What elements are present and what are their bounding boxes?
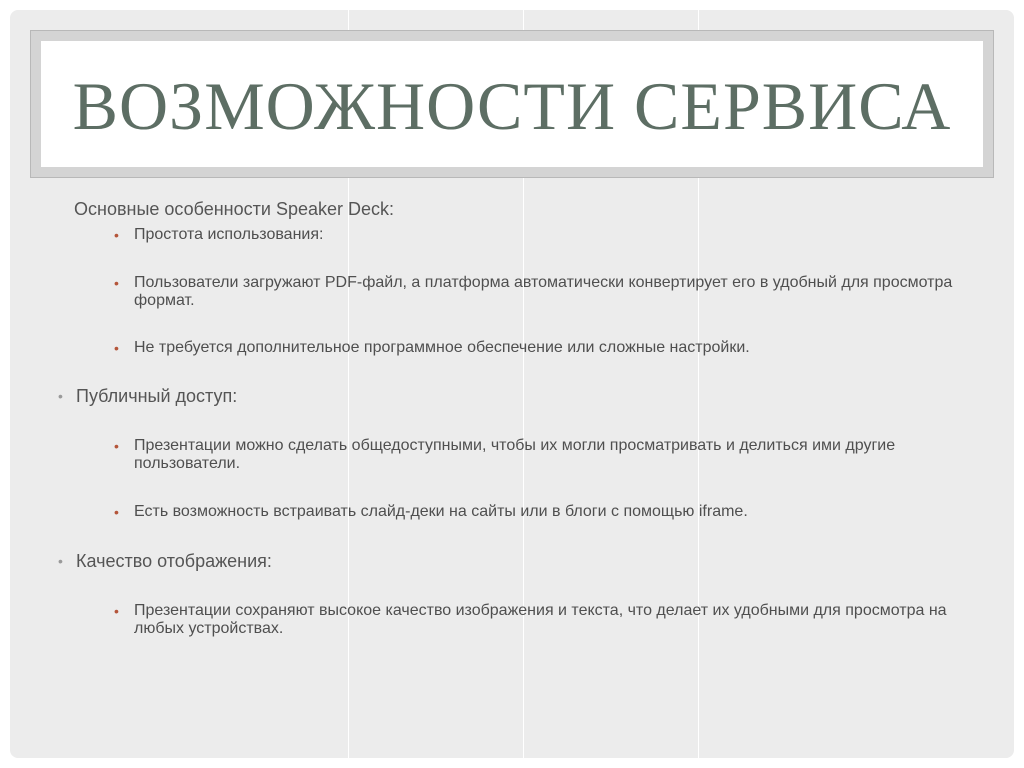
slide: [10, 10, 1014, 758]
list-item: [114, 226, 964, 244]
list-item: [114, 274, 964, 310]
slide-title: ВОЗМОЖНОСТИ СЕРВИСА: [72, 67, 952, 144]
bullet-icon: •: [114, 438, 119, 454]
bullet-icon: •: [114, 603, 119, 619]
list-item-text: Презентации можно сделать общедоступными, чтобы их могли просматривать и делиться ими другие пользователи.: [134, 437, 896, 472]
section-heading: [58, 386, 238, 407]
list-item-text: Простота использования:: [134, 226, 324, 243]
bullet-icon: •: [114, 227, 119, 243]
section-heading-text: Публичный доступ:: [76, 386, 238, 406]
list-item-text: Есть возможность встраивать слайд-деки на сайты или в блоги с помощью iframe.: [134, 503, 748, 520]
intro-text: Основные особенности Speaker Deck:: [74, 199, 394, 219]
list-item-text: Не требуется дополнительное программное обеспечение или сложные настройки.: [134, 339, 750, 356]
bullet-icon: •: [58, 388, 63, 404]
section-heading-text: Качество отображения:: [76, 551, 272, 571]
list-item: [114, 339, 964, 357]
bullet-icon: •: [114, 340, 119, 356]
section-heading: [58, 551, 272, 572]
list-item: [114, 503, 964, 521]
slide-content: [10, 10, 1014, 758]
list-item: [114, 602, 964, 638]
bullet-icon: •: [58, 553, 63, 569]
bullet-icon: •: [114, 275, 119, 291]
bullet-icon: •: [114, 504, 119, 520]
list-item: [114, 437, 964, 473]
list-item-text: Пользователи загружают PDF-файл, а платформа автоматически конвертирует его в удобный для просмотра формат.: [134, 274, 953, 309]
list-item-text: Презентации сохраняют высокое качество изображения и текста, что делает их удобными для просмотра на любых устройствах.: [134, 602, 947, 637]
